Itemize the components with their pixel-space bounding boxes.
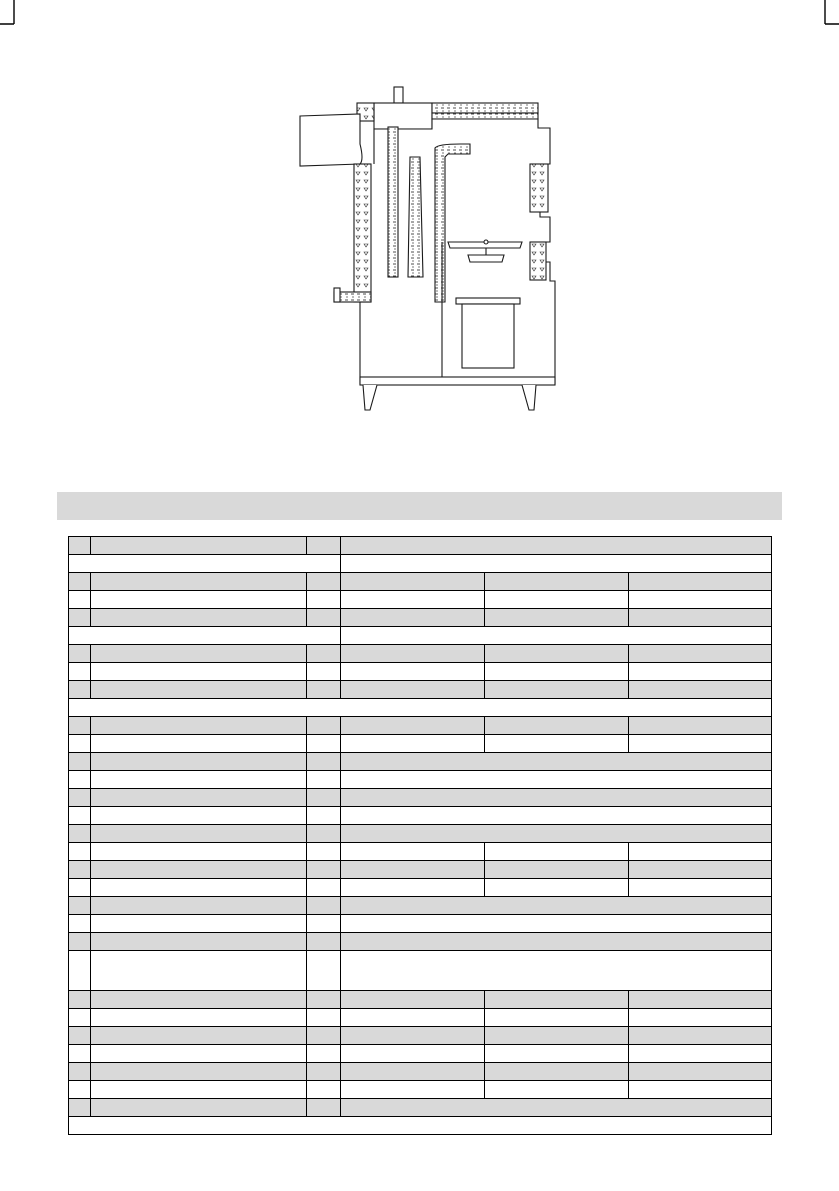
table-cell bbox=[68, 771, 90, 788]
table-cell bbox=[484, 717, 628, 734]
table-row bbox=[68, 914, 772, 932]
table-cell bbox=[306, 1063, 340, 1080]
table-row bbox=[68, 752, 772, 770]
table-cell bbox=[340, 717, 484, 734]
table-cell bbox=[90, 825, 306, 842]
table-cell bbox=[68, 735, 90, 752]
table-cell bbox=[484, 1063, 628, 1080]
table-cell bbox=[90, 1045, 306, 1062]
table-cell bbox=[68, 843, 90, 878]
table-cell bbox=[628, 1081, 772, 1098]
table-cell bbox=[306, 843, 340, 860]
table-cell bbox=[68, 699, 772, 716]
table-cell bbox=[68, 1027, 90, 1044]
table-row bbox=[68, 1116, 772, 1134]
table-cell bbox=[306, 717, 340, 734]
table-cell bbox=[628, 1045, 772, 1062]
table-row bbox=[68, 1062, 772, 1080]
table-row bbox=[68, 788, 772, 806]
table-cell bbox=[68, 555, 340, 572]
table-cell bbox=[90, 1009, 306, 1026]
table-row bbox=[68, 626, 772, 644]
table-cell bbox=[628, 681, 772, 698]
table-cell bbox=[340, 879, 484, 896]
table-cell bbox=[90, 897, 306, 914]
table-cell bbox=[68, 663, 90, 680]
table-cell bbox=[484, 609, 628, 626]
table-cell bbox=[90, 1081, 306, 1098]
table-row bbox=[68, 932, 772, 950]
table-cell bbox=[68, 897, 90, 914]
technical-specification-table bbox=[68, 536, 772, 1135]
table-row bbox=[68, 1044, 772, 1062]
table-cell bbox=[340, 861, 484, 878]
table-cell bbox=[628, 573, 772, 590]
table-cell bbox=[90, 735, 306, 752]
table-cell bbox=[306, 1027, 340, 1044]
table-cell bbox=[628, 1063, 772, 1080]
table-cell bbox=[90, 609, 306, 626]
table-cell bbox=[340, 555, 772, 572]
table-cell bbox=[90, 991, 306, 1008]
table-cell bbox=[90, 1027, 306, 1044]
table-cell bbox=[306, 861, 340, 878]
table-cell bbox=[340, 753, 772, 770]
table-cell bbox=[68, 1009, 90, 1026]
table-cell bbox=[90, 807, 306, 824]
table-cell bbox=[306, 879, 340, 896]
table-cell bbox=[90, 1099, 306, 1116]
table-cell bbox=[484, 663, 628, 680]
table-cell bbox=[306, 591, 340, 608]
table-cell bbox=[68, 933, 90, 950]
table-cell bbox=[628, 717, 772, 734]
table-cell bbox=[306, 681, 340, 698]
table-row bbox=[68, 716, 772, 734]
table-cell bbox=[340, 843, 484, 860]
table-cell bbox=[306, 609, 340, 626]
table-cell bbox=[484, 573, 628, 590]
table-cell bbox=[90, 573, 306, 590]
table-cell bbox=[68, 1063, 90, 1080]
table-cell bbox=[68, 1117, 772, 1134]
table-cell bbox=[484, 843, 628, 860]
table-cell bbox=[628, 591, 772, 608]
table-cell bbox=[340, 991, 484, 1008]
table-cell bbox=[90, 663, 306, 680]
table-row bbox=[68, 734, 772, 752]
table-cell bbox=[68, 681, 90, 698]
table-row bbox=[68, 896, 772, 914]
table-row bbox=[68, 590, 772, 608]
table-cell bbox=[306, 771, 340, 788]
table-cell bbox=[484, 861, 628, 878]
table-cell bbox=[68, 825, 90, 842]
table-cell bbox=[90, 879, 306, 896]
table-cell bbox=[90, 1063, 306, 1080]
table-cell bbox=[340, 645, 484, 662]
table-cell bbox=[628, 663, 772, 680]
table-cell bbox=[306, 991, 340, 1008]
table-cell bbox=[628, 991, 772, 1008]
table-cell bbox=[340, 681, 484, 698]
table-row bbox=[68, 554, 772, 572]
table-cell bbox=[90, 843, 306, 878]
table-cell bbox=[68, 1081, 90, 1098]
table-cell bbox=[306, 537, 340, 554]
table-cell bbox=[68, 789, 90, 806]
table-cell bbox=[90, 771, 306, 788]
table-row bbox=[68, 536, 772, 554]
table-cell bbox=[340, 807, 772, 824]
table-cell bbox=[628, 879, 772, 896]
table-cell bbox=[340, 1099, 772, 1116]
table-row bbox=[68, 1008, 772, 1026]
stove-cross-section-drawing bbox=[290, 82, 560, 418]
table-bottom-border bbox=[68, 1134, 772, 1135]
table-row bbox=[68, 644, 772, 662]
table-row bbox=[68, 608, 772, 626]
table-cell bbox=[68, 591, 90, 608]
table-cell bbox=[306, 645, 340, 662]
table-row bbox=[68, 950, 772, 990]
table-cell bbox=[306, 789, 340, 806]
table-row bbox=[68, 1098, 772, 1116]
table-row bbox=[68, 1026, 772, 1044]
table-cell bbox=[306, 807, 340, 824]
table-cell bbox=[340, 735, 484, 752]
table-cell bbox=[306, 951, 340, 990]
table-cell bbox=[340, 915, 772, 932]
table-cell bbox=[340, 627, 772, 644]
table-row bbox=[68, 770, 772, 788]
table-cell bbox=[340, 933, 772, 950]
table-cell bbox=[340, 1027, 484, 1044]
table-cell bbox=[340, 951, 772, 990]
table-cell bbox=[68, 627, 340, 644]
table-cell bbox=[484, 681, 628, 698]
table-cell bbox=[306, 1081, 340, 1098]
table-cell bbox=[340, 897, 772, 914]
table-cell bbox=[90, 753, 306, 770]
table-cell bbox=[306, 915, 340, 932]
table-cell bbox=[68, 645, 90, 662]
table-cell bbox=[90, 717, 306, 734]
table-cell bbox=[340, 537, 772, 554]
table-row bbox=[68, 878, 772, 896]
table-cell bbox=[306, 573, 340, 590]
table-cell bbox=[306, 753, 340, 770]
table-cell bbox=[628, 843, 772, 860]
table-cell bbox=[340, 663, 484, 680]
table-cell bbox=[68, 807, 90, 824]
section-heading-band bbox=[57, 492, 782, 520]
table-cell bbox=[90, 681, 306, 698]
table-cell bbox=[90, 933, 306, 950]
table-cell bbox=[306, 825, 340, 842]
table-cell bbox=[628, 1027, 772, 1044]
table-cell bbox=[340, 825, 772, 842]
table-cell bbox=[484, 1027, 628, 1044]
table-cell bbox=[484, 1081, 628, 1098]
table-cell bbox=[484, 645, 628, 662]
table-cell bbox=[68, 1045, 90, 1062]
table-row bbox=[68, 824, 772, 842]
table-cell bbox=[628, 861, 772, 878]
table-row bbox=[68, 572, 772, 590]
table-cell bbox=[68, 991, 90, 1008]
table-cell bbox=[68, 753, 90, 770]
table-row bbox=[68, 698, 772, 716]
table-cell bbox=[90, 645, 306, 662]
table-cell bbox=[628, 645, 772, 662]
table-cell bbox=[90, 591, 306, 608]
table-cell bbox=[68, 573, 90, 590]
table-row bbox=[68, 1080, 772, 1098]
table-cell bbox=[306, 735, 340, 752]
table-cell bbox=[484, 1009, 628, 1026]
table-cell bbox=[90, 537, 306, 554]
table-cell bbox=[484, 591, 628, 608]
table-cell bbox=[484, 1045, 628, 1062]
table-row bbox=[68, 842, 772, 860]
table-cell bbox=[90, 915, 306, 932]
table-cell bbox=[68, 537, 90, 554]
table-cell bbox=[68, 717, 90, 734]
table-cell bbox=[628, 735, 772, 752]
table-cell bbox=[340, 1081, 484, 1098]
table-row bbox=[68, 990, 772, 1008]
table-row bbox=[68, 680, 772, 698]
table-row bbox=[68, 662, 772, 680]
table-cell bbox=[306, 1099, 340, 1116]
table-cell bbox=[68, 609, 90, 626]
table-cell bbox=[306, 897, 340, 914]
table-cell bbox=[306, 1009, 340, 1026]
table-cell bbox=[306, 663, 340, 680]
table-cell bbox=[306, 1045, 340, 1062]
table-cell bbox=[628, 1009, 772, 1026]
table-cell bbox=[68, 1099, 90, 1116]
crop-marks bbox=[0, 0, 839, 40]
table-cell bbox=[68, 879, 90, 896]
table-cell bbox=[340, 1045, 484, 1062]
table-cell bbox=[68, 951, 90, 990]
table-cell bbox=[340, 1063, 484, 1080]
table-cell bbox=[68, 915, 90, 932]
table-cell bbox=[484, 991, 628, 1008]
table-cell bbox=[484, 879, 628, 896]
table-cell bbox=[90, 951, 306, 990]
table-cell bbox=[306, 933, 340, 950]
table-cell bbox=[340, 789, 772, 806]
table-cell bbox=[628, 609, 772, 626]
table-cell bbox=[90, 789, 306, 806]
table-row bbox=[68, 806, 772, 824]
table-cell bbox=[484, 735, 628, 752]
table-cell bbox=[340, 771, 772, 788]
table-cell bbox=[340, 573, 484, 590]
table-cell bbox=[340, 609, 484, 626]
table-cell bbox=[340, 591, 484, 608]
table-cell bbox=[340, 1009, 484, 1026]
